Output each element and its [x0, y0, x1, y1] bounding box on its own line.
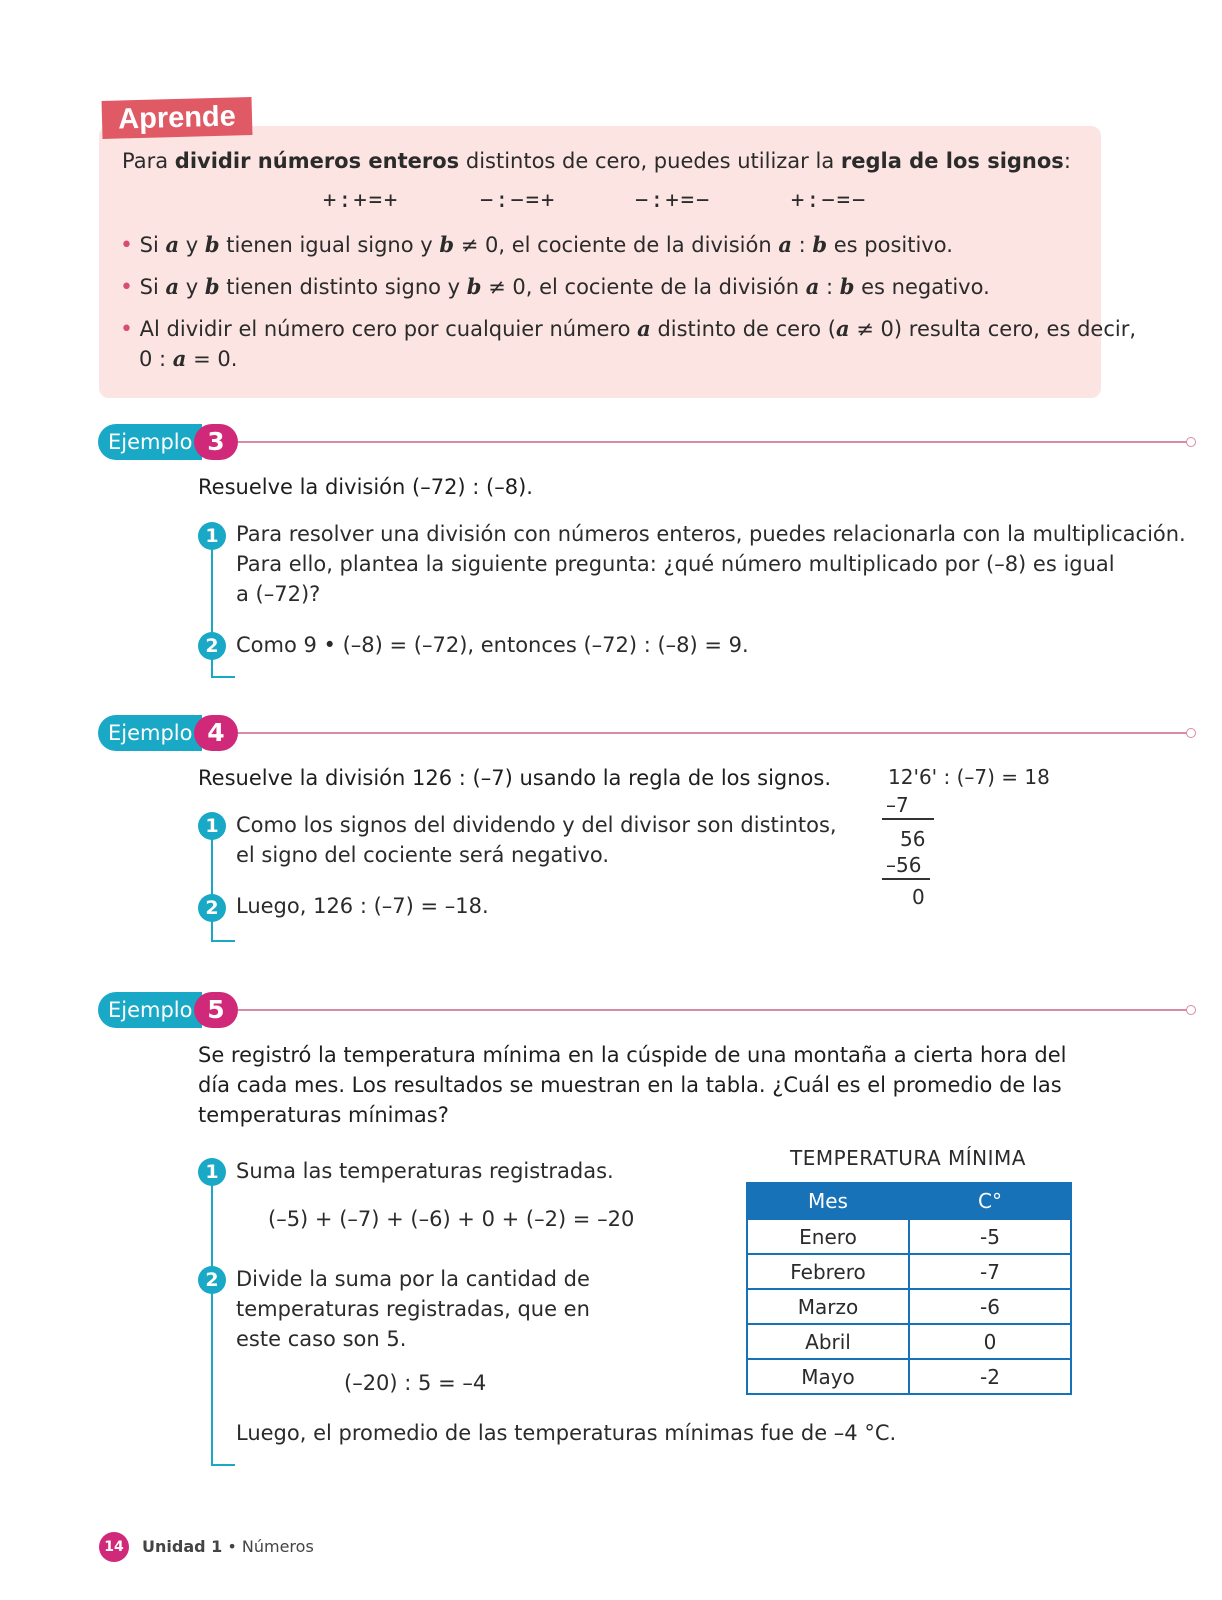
table-cell: Enero: [747, 1219, 909, 1254]
aprende-bullet-1: • Si a y b tienen igual signo y b ≠ 0, el cociente de la división a : b es positivo.: [120, 232, 953, 258]
ejemplo-5-step-2: Divide la suma por la cantidad de temperaturas registradas, que en este caso son 5.: [236, 1267, 590, 1351]
bullet-icon: •: [120, 233, 133, 258]
ejemplo-number: 5: [194, 992, 238, 1028]
footer-unit: Unidad 1 • Números: [142, 1537, 314, 1556]
ejemplo-rule-end-icon: [1186, 1005, 1196, 1015]
table-cell: -6: [909, 1289, 1071, 1324]
long-division: [888, 764, 1088, 790]
ejemplo-4-statement: Resuelve la división 126 : (–7) usando la regla de los signos.: [198, 766, 832, 790]
aprende-intro: Para dividir números enteros distintos de cero, puedes utilizar la regla de los signos:: [122, 149, 1071, 173]
aprende-bullet-2: • Si a y b tienen distinto signo y b ≠ 0, el cociente de la división a : b es negativo.: [120, 274, 990, 300]
steps-connector: [211, 1174, 213, 1464]
table-row: [747, 1219, 1071, 1254]
ejemplo-rule: [238, 441, 1188, 443]
ejemplo-4-step-2: Luego, 126 : (–7) = –18.: [236, 894, 489, 918]
column-header-celsius: C°: [909, 1183, 1071, 1219]
step-2-badge: 2: [198, 1266, 226, 1294]
ejemplo-label: Ejemplo: [98, 992, 202, 1028]
ejemplo-5-header: [98, 992, 246, 1028]
long-division-subtract-1: –7: [886, 793, 909, 817]
bullet-icon: •: [120, 317, 133, 342]
table-cell: -5: [909, 1219, 1071, 1254]
column-header-month: Mes: [747, 1183, 909, 1219]
table-row: [747, 1324, 1071, 1359]
ejemplo-3-step-2: Como 9 • (–8) = (–72), entonces (–72) : (–8) = 9.: [236, 633, 749, 657]
ejemplo-rule: [238, 732, 1188, 734]
table-row: [747, 1289, 1071, 1324]
long-division-rule: [882, 818, 934, 820]
ejemplo-5-conclusion: Luego, el promedio de las temperaturas mínimas fue de –4 °C.: [236, 1421, 897, 1445]
long-division-remainder: 56: [900, 827, 926, 851]
ejemplo-rule-end-icon: [1186, 437, 1196, 447]
table-cell: Febrero: [747, 1254, 909, 1289]
table-cell: Mayo: [747, 1359, 909, 1394]
steps-connector: [211, 826, 213, 940]
steps-connector-end: [211, 940, 235, 942]
ejemplo-number: 3: [194, 424, 238, 460]
table-cell: -7: [909, 1254, 1071, 1289]
page-number: 14: [99, 1532, 129, 1562]
long-division-rule: [882, 878, 930, 880]
table-cell: Marzo: [747, 1289, 909, 1324]
ejemplo-4-header: [98, 715, 246, 751]
division-equation: (–20) : 5 = –4: [344, 1371, 487, 1395]
ejemplo-5-statement: Se registró la temperatura mínima en la cúspide de una montaña a cierta hora del día cada mes. Los resultados se muestran en la tabla. ¿Cuál es el promedio de las temperaturas mínimas?: [198, 1043, 1067, 1127]
step-1-badge: 1: [198, 522, 226, 550]
step-2-badge: 2: [198, 632, 226, 660]
aprende-bullet-3: • Al dividir el número cero por cualquier número a distinto de cero (a ≠ 0) resulta cero, es decir,: [120, 316, 1137, 342]
ejemplo-label: Ejemplo: [98, 715, 202, 751]
ejemplo-5-step-1: Suma las temperaturas registradas.: [236, 1159, 614, 1183]
steps-connector-end: [211, 676, 235, 678]
step-2-badge: 2: [198, 894, 226, 922]
aprende-bullet-3-cont: 0 : a = 0.: [139, 346, 238, 371]
ejemplo-number: 4: [194, 715, 238, 751]
sign-rule-4: +:−=−: [791, 188, 868, 213]
sign-rule-1: +:+=+: [323, 188, 400, 213]
sign-rule-3: −:+=−: [635, 188, 712, 213]
aprende-tab: Aprende: [102, 97, 253, 139]
ejemplo-4-step-1: Como los signos del dividendo y del divisor son distintos, el signo del cociente será negativo.: [236, 813, 837, 867]
table-cell: -2: [909, 1359, 1071, 1394]
steps-connector-end: [211, 1464, 235, 1466]
ejemplo-rule-end-icon: [1186, 728, 1196, 738]
table-row: [747, 1254, 1071, 1289]
long-division-zero: 0: [912, 885, 925, 909]
ejemplo-3-header: [98, 424, 246, 460]
bullet-icon: •: [120, 275, 133, 300]
long-division-line: 12'6' : (–7) = 18: [888, 765, 1050, 789]
table-header-row: [747, 1183, 1071, 1219]
sum-equation: (–5) + (–7) + (–6) + 0 + (–2) = –20: [268, 1207, 635, 1231]
sign-rule-2: −:−=+: [480, 188, 557, 213]
step-1-badge: 1: [198, 812, 226, 840]
ejemplo-3-step-1: Para resolver una división con números enteros, puedes relacionarla con la multiplicación. Para ello, plantea la siguiente pregunta: ¿qué número multiplicado por (–8) es igual a (–72)?: [236, 522, 1186, 606]
temperature-table: [746, 1182, 1072, 1395]
ejemplo-label: Ejemplo: [98, 424, 202, 460]
step-1-badge: 1: [198, 1158, 226, 1186]
table-title: TEMPERATURA MÍNIMA: [790, 1146, 1026, 1170]
ejemplo-3-statement: Resuelve la división (–72) : (–8).: [198, 475, 533, 499]
table-cell: 0: [909, 1324, 1071, 1359]
long-division-subtract-2: –56: [886, 853, 922, 877]
table-row: [747, 1359, 1071, 1394]
ejemplo-rule: [238, 1009, 1188, 1011]
table-cell: Abril: [747, 1324, 909, 1359]
